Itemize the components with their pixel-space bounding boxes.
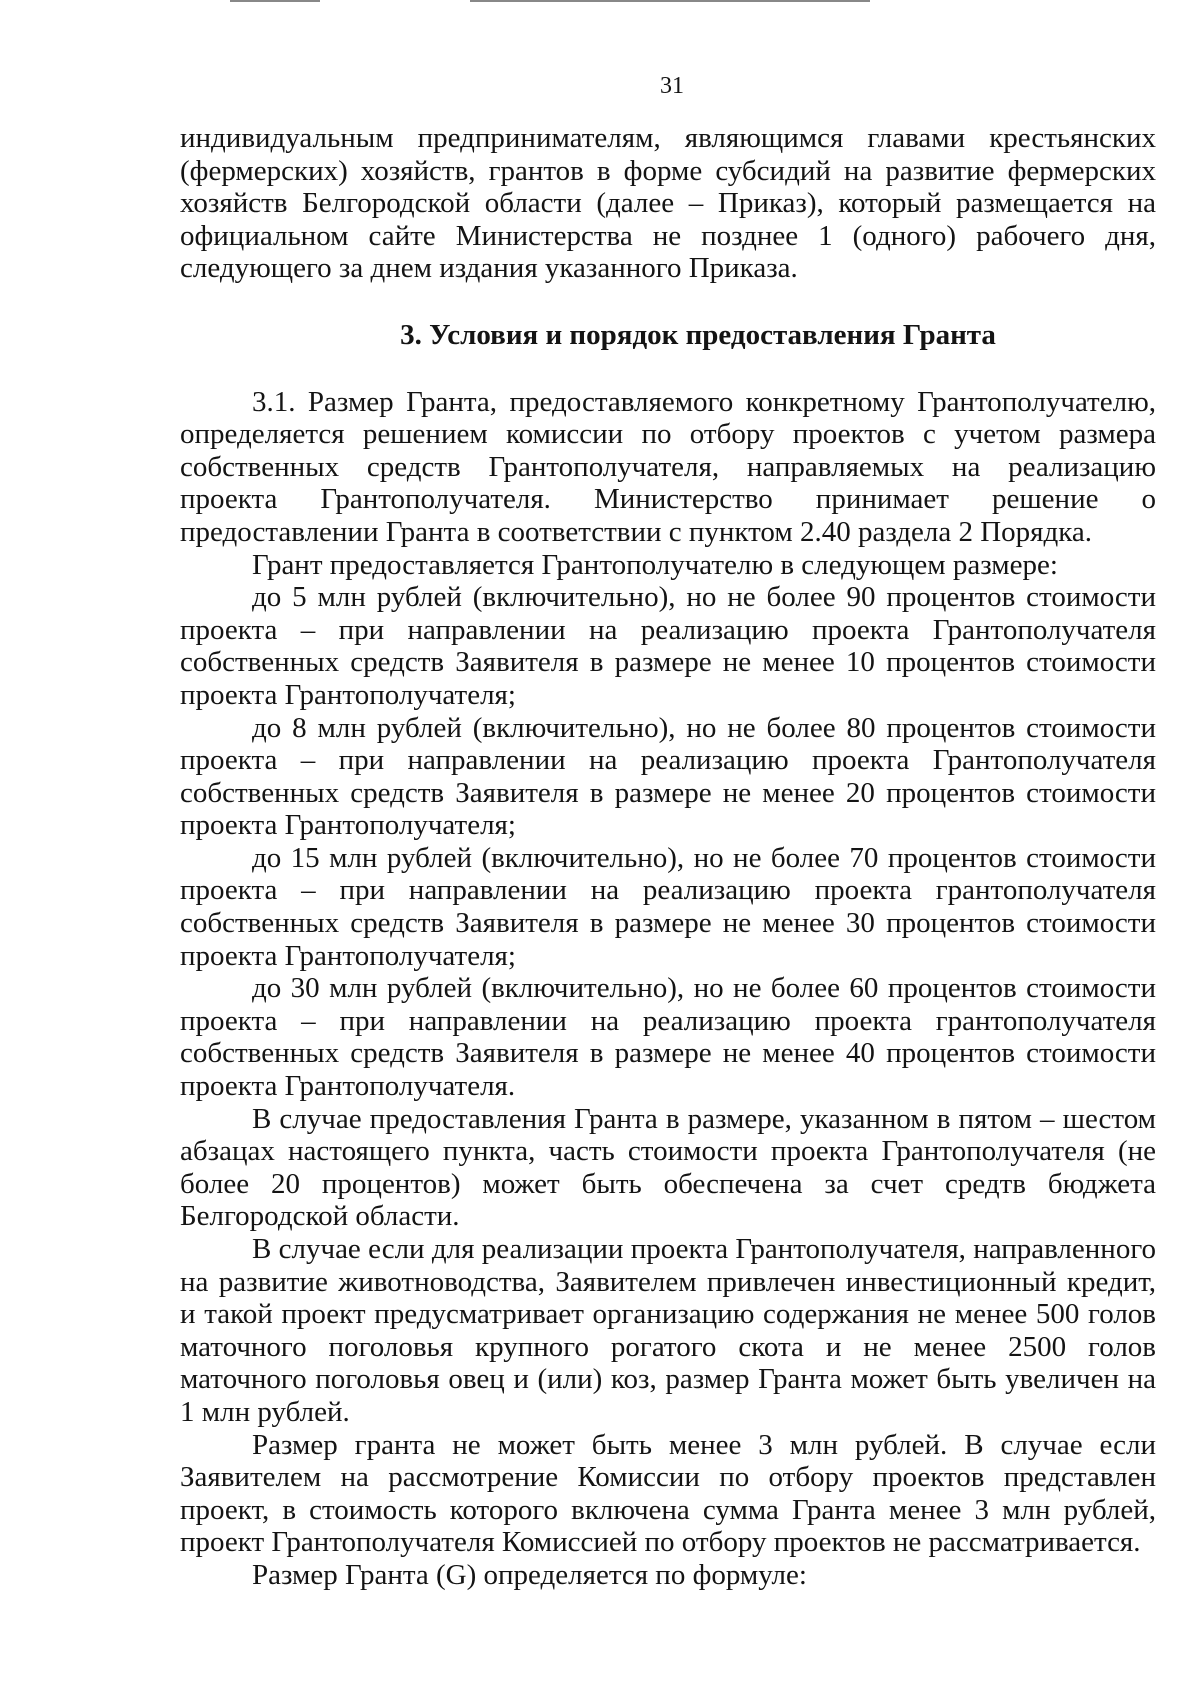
paragraph-tier-5mln: до 5 млн рублей (включительно), но не более 90 процентов стоимости проекта – при направлении на реализацию проекта Грантополучателя собственных средств Заявителя в размере не менее 10 процентов стоимости проекта Грантополучателя; bbox=[180, 581, 1156, 711]
page-number: 31 bbox=[660, 73, 684, 99]
paragraph-formula-intro: Размер Гранта (G) определяется по формуле: bbox=[252, 1558, 807, 1591]
paragraph-tier-8mln: до 8 млн рублей (включительно), но не более 80 процентов стоимости проекта – при направлении на реализацию проекта Грантополучателя собственных средств Заявителя в размере не менее 20 процентов стоимости проекта Грантополучателя; bbox=[180, 711, 1156, 842]
document-body bbox=[180, 122, 1156, 1592]
paragraph-grant-sizes-intro: Грант предоставляется Грантополучателю в следующем размере: bbox=[252, 548, 1058, 581]
paragraph-regional-budget: В случае предоставления Гранта в размере, указанном в пятом – шестом абзацах настоящего пункта, часть стоимости проекта Грантополучателя (не более 20 процентов) может быть обеспечена за счет средтв бюджета Белгородской области. bbox=[180, 1102, 1156, 1233]
scan-edge-right bbox=[470, 0, 870, 2]
paragraph-livestock-credit: В случае если для реализации проекта Грантополучателя, направленного на развитие животноводства, Заявителем привлечен инвестиционный кредит, и такой проект предусматривает организацию содержания не менее 500 голов маточного поголовья крупного рогатого скота и не менее 2500 голов маточного поголовья овец и (или) коз, размер Гранта может быть увеличен на 1 млн рублей. bbox=[180, 1233, 1156, 1428]
section-heading: 3. Условия и порядок предоставления Гранта bbox=[400, 318, 996, 351]
intro-paragraph: индивидуальным предпринимателям, являющимся главами крестьянских (фермерских) хозяйств, грантов в форме субсидий на развитие фермерских хозяйств Белгородской области (далее – Приказ), который размещается на официальном сайте Министерства не позднее 1 (одного) рабочего дня, следующего за днем издания указанного Приказа. bbox=[180, 122, 1156, 285]
paragraph-3-1: 3.1. Размер Гранта, предоставляемого конкретному Грантополучателю, определяется решением комиссии по отбору проектов с учетом размера собственных средств Грантополучателя, направляемых на реализацию проекта Грантополучателя. Министерство принимает решение о предоставлении Гранта в соответствии с пунктом 2.40 раздела 2 Порядка. bbox=[180, 385, 1156, 548]
paragraph-tier-30mln: до 30 млн рублей (включительно), но не более 60 процентов стоимости проекта – при направлении на реализацию проекта грантополучателя собственных средств Заявителя в размере не менее 40 процентов стоимости проекта Грантополучателя. bbox=[180, 972, 1156, 1103]
scan-edge-left bbox=[230, 0, 320, 2]
paragraph-minimum-grant: Размер гранта не может быть менее 3 млн рублей. В случае если Заявителем на рассмотрение Комиссии по отбору проектов представлен проект, в стоимость которого включена сумма Гранта менее 3 млн рублей, проект Грантополучателя Комиссией по отбору проектов не рассматривается. bbox=[180, 1428, 1156, 1559]
paragraph-tier-15mln: до 15 млн рублей (включительно), но не более 70 процентов стоимости проекта – при направлении на реализацию проекта грантополучателя собственных средств Заявителя в размере не менее 30 процентов стоимости проекта Грантополучателя; bbox=[180, 841, 1156, 972]
